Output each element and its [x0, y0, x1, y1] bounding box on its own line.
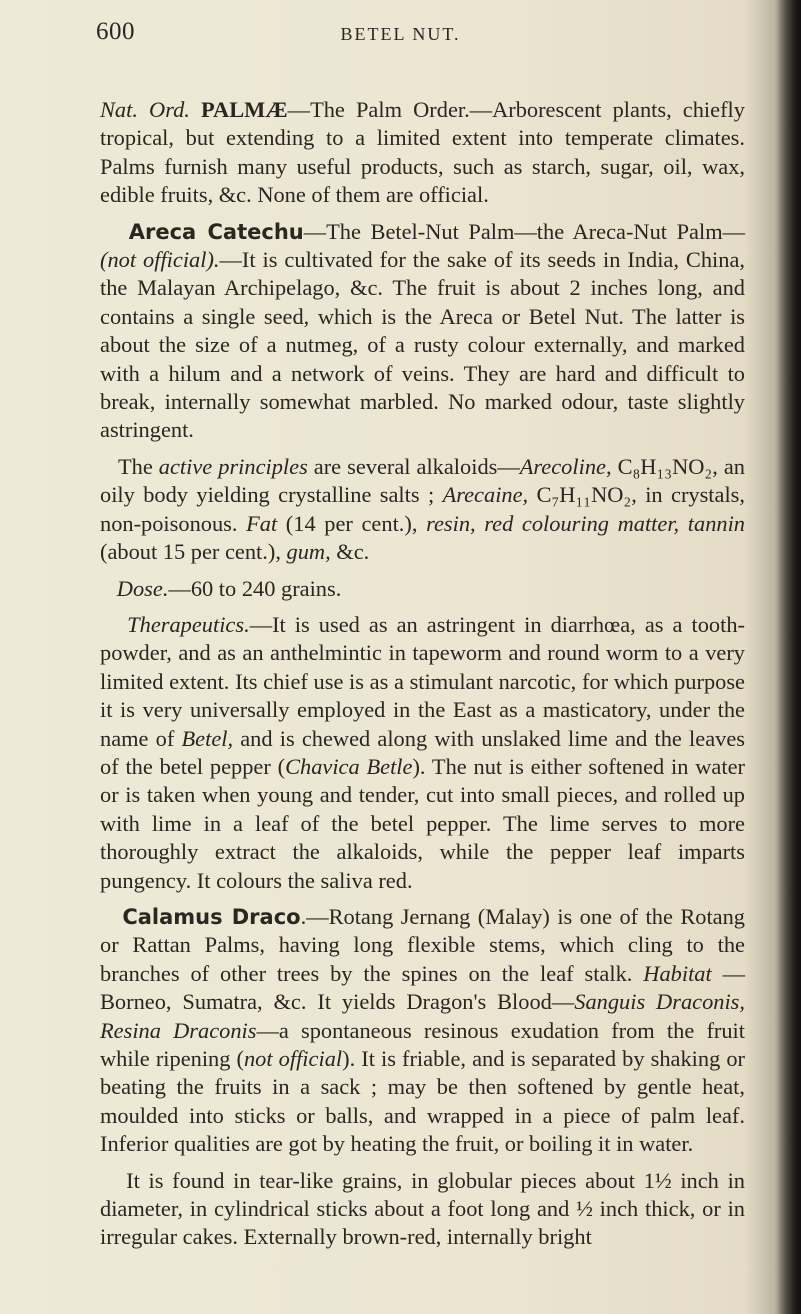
ap-text-1: The: [117, 453, 159, 479]
ap-text-4: in crystals, non-poisonous.: [100, 482, 745, 536]
ap-text-5: (14 per cent.),: [277, 510, 427, 536]
paragraph-tear-grains: [100, 1167, 745, 1252]
calamus-text-3: —a spontaneous resinous exudation from the fruit while ripening (: [100, 1017, 745, 1071]
ap-formula-arecaine: C₇H₁₁NO₂,: [536, 482, 637, 508]
ap-italic-1: active principles: [158, 453, 308, 479]
running-head: BETEL NUT.: [340, 24, 461, 44]
areca-text-1: —The Betel-Nut Palm—the Areca-Nut Palm—: [303, 218, 745, 244]
areca-text-2: —It is cultivated for the sake of its seeds in India, China, the Malayan Archipelago, &c. The fruit is about 2 inches long, and contains a single seed, which is the Areca or Betel Nut. The latter is about the size of a nutmeg, of a rusty colour externally, and marked with a hilum and a network of veins. They are hard and difficult to break, internally somewhat marbled. No marked odour, taste slightly astringent.: [100, 247, 745, 443]
ap-text-6: (about 15 per cent.),: [100, 539, 287, 565]
calamus-text-4: ). It is friable, and is separated by shaking or beating the fruits in a sack ; may be then softened by gentle heat, moulded into sticks or balls, and wrapped in a piece of palm leaf. Inferior qualities are got by heating the fruit, or boiling it in water.: [100, 1046, 745, 1157]
page-header: [0, 18, 801, 58]
calamus-text-1: .—Rotang Jernang (Malay) is one of the Rotang or Rattan Palms, having long flexible stems, which cling to the branches of other trees by the spines on the leaf stalk.: [100, 903, 746, 986]
calamus-sanguis: Sanguis Draconis, Resina Draconis: [100, 989, 745, 1043]
page-edge-shadow: [775, 0, 801, 1314]
areca-not-official: (not official).: [100, 247, 220, 273]
therapeutics-label: Therapeutics.: [127, 611, 250, 637]
ap-formula-arecoline: C₈H₁₃NO₂,: [617, 453, 718, 479]
paragraph-therapeutics: [100, 611, 745, 895]
order-name: PALMÆ: [201, 97, 288, 122]
ap-resin: resin, red colouring matter, tannin: [426, 510, 746, 536]
ap-arecoline: Arecoline,: [519, 453, 612, 479]
heading-areca-catechu: Areca Catechu: [128, 219, 304, 244]
nat-ord-label: Nat. Ord.: [100, 97, 190, 122]
dose-text: —60 to 240 grains.: [168, 575, 342, 601]
paragraph-calamus: [100, 903, 745, 1159]
paragraph-active-principles: [100, 453, 745, 567]
ap-fat: Fat: [246, 510, 278, 536]
paragraph-areca: [100, 218, 745, 445]
heading-calamus-draco: Calamus Draco: [122, 904, 301, 929]
ap-arecaine: Arecaine,: [442, 482, 529, 508]
paragraph-dose: [100, 575, 745, 603]
paragraph-palmae: [100, 96, 745, 210]
therapeutics-text-1: —It is used as an astringent in diarrhœa, as a tooth-powder, and as an anthelmintic in tapeworm and round worm to a very limited extent. Its chief use is as a stimulant narcotic, for which purpose it is very universally employed in the East as a masticatory, under the name of: [100, 611, 746, 751]
dose-label: Dose.: [116, 575, 169, 601]
page-number: 600: [96, 18, 135, 45]
ap-text-2: are several alkaloids—: [307, 453, 520, 479]
tear-grains-text: It is found in tear-like grains, in globular pieces about 1½ inch in diameter, in cylindrical sticks about a foot long and ½ inch thick, or in irregular cakes. Externally brown-red, internally bright: [100, 1167, 745, 1250]
therapeutics-chavica: Chavica Betle: [285, 753, 413, 779]
therapeutics-text-3: ). The nut is either softened in water or is taken when young and tender, cut into small pieces, and rolled up with lime in a leaf of the betel pepper. The lime serves to more thoroughly extract the alkaloids, while the pepper leaf imparts pungency. It colours the saliva red.: [100, 753, 745, 893]
calamus-text-2: —Borneo, Sumatra, &c. It yields Dragon's Blood—: [100, 960, 745, 1015]
calamus-habitat: Habitat: [643, 960, 712, 986]
ap-gum: gum,: [286, 539, 331, 565]
ap-text-3: an oily body yielding crystalline salts ;: [100, 453, 745, 508]
ap-text-7: &c.: [330, 539, 370, 565]
body-text: [100, 96, 745, 1260]
calamus-not-official: not official: [243, 1046, 343, 1071]
therapeutics-text-2: and is chewed along with unslaked lime and the leaves of the betel pepper (: [100, 725, 745, 779]
palmae-text: —The Palm Order.—Arborescent plants, chiefly tropical, but extending to a limited extent into temperate climates. Palms furnish many useful products, such as starch, sugar, oil, wax, edible fruits, &c. None of them are official.: [100, 97, 745, 208]
therapeutics-betel: Betel,: [181, 725, 234, 751]
